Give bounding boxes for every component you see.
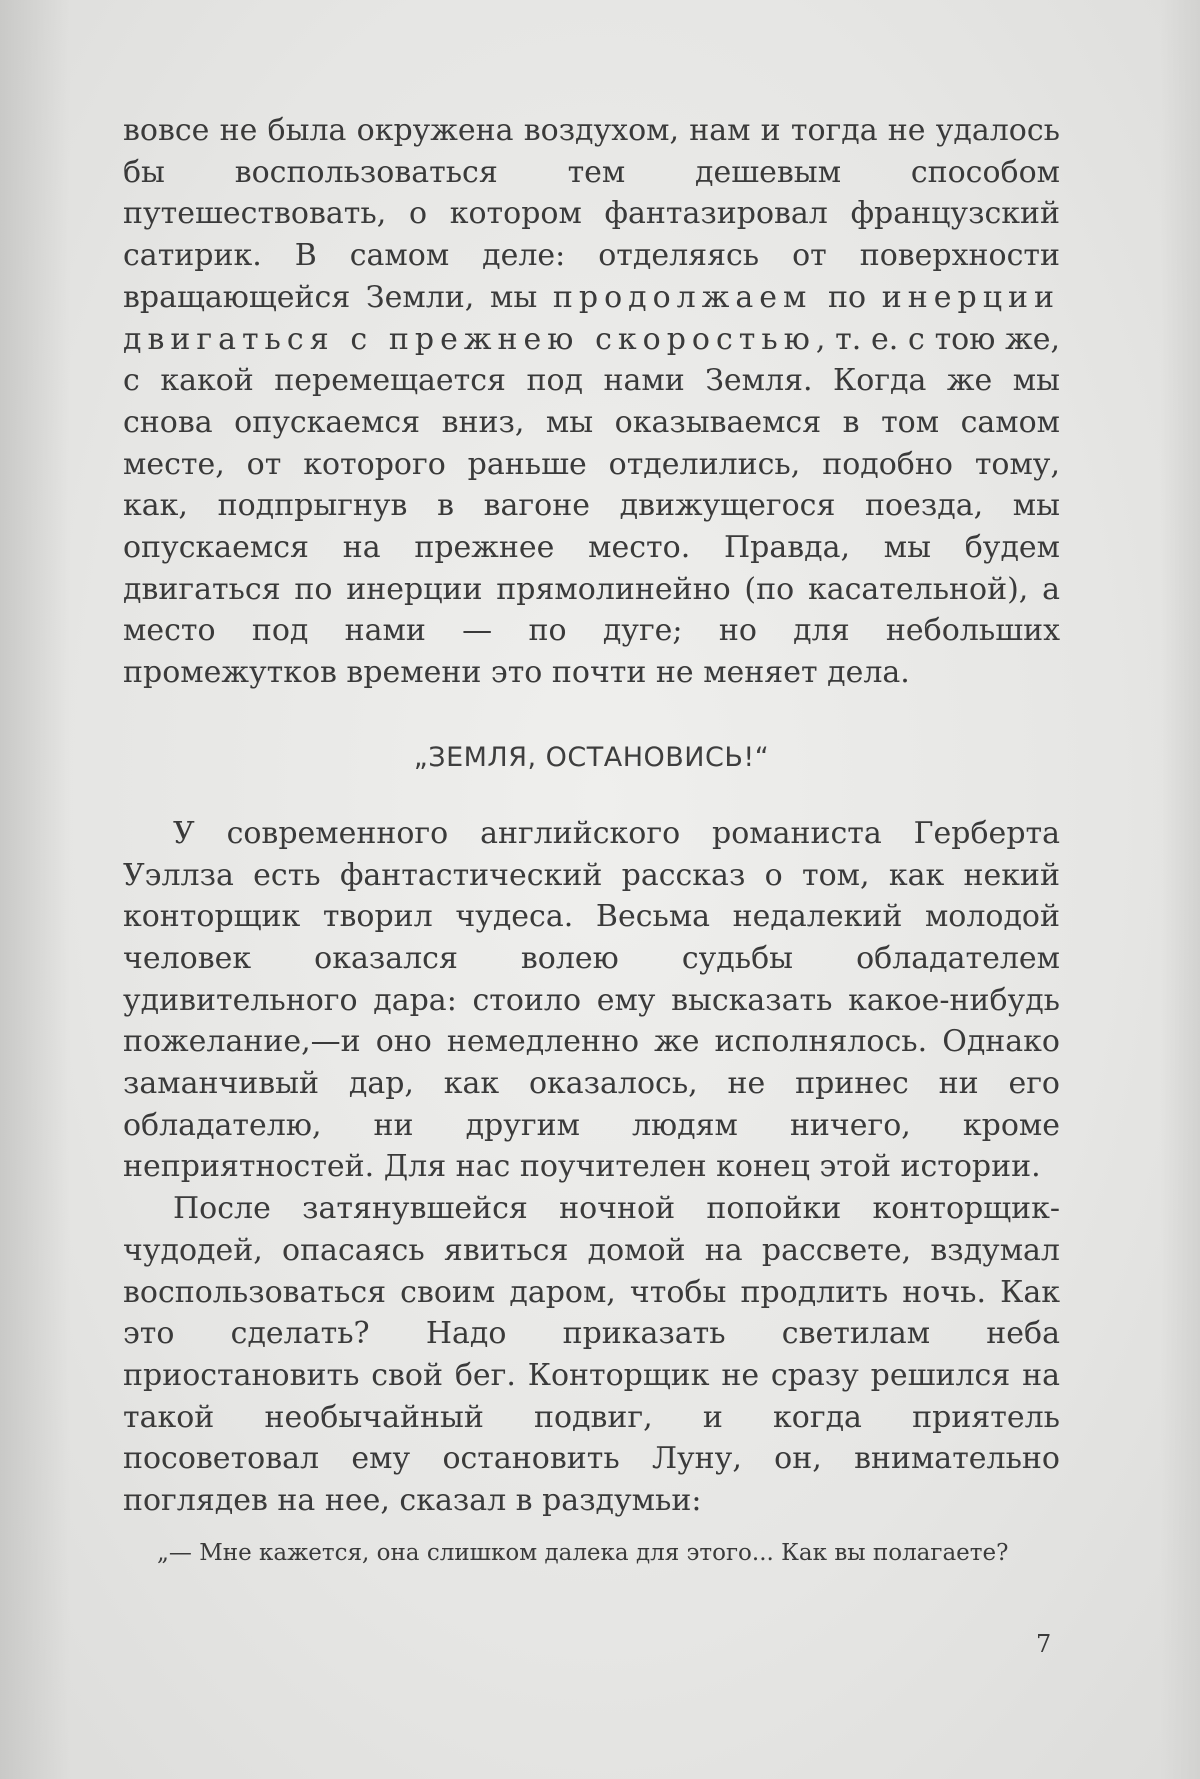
chapter-heading: „ЗЕМЛЯ, ОСТАНОВИСЬ!“	[413, 741, 770, 773]
page-fold-shadow	[0, 0, 70, 1779]
text-block	[123, 110, 1060, 1570]
quote-text: „— Мне кажется, она слишком далека для этого... Как вы полагаете?	[157, 1539, 1009, 1566]
paragraph-text: вовсе не была окружена воздухом, нам и тогда не удалось бы воспользоваться тем дешевым способом путешествовать, о котором фантазировал французский сатирик. В самом деле: отделяясь от поверхности вращающейся Земли, мы	[123, 113, 1060, 315]
paragraph-clerk-night: После затянувшейся ночной попойки конторщик-чудодей, опасаясь явиться домой на рассвете, вздумал воспользоваться своим даром, чтобы продлить ночь. Как это сделать? Надо приказать светилам неба приостановить свой бег. Конторщик не сразу решился на такой необычайный подвиг, и когда приятель посоветовал ему остановить Луну, он, внимательно поглядев на нее, сказал в раздумьи:	[123, 1191, 1060, 1519]
page-number: 7	[1036, 1630, 1052, 1658]
emphasis-text: инерции двигаться с прежнею скоростью	[123, 279, 1060, 357]
paragraph-wells-story: У современного английского романиста Герберта Уэллза есть фантастический рассказ о том, как некий конторщик творил чудеса. Весьма недалекий молодой человек оказался волею судьбы обладателем удивительного дара: стоило ему высказать какое-нибудь пожелание,—и оно немедленно же исполнялось. Однако заманчивый дар, как оказалось, не принес ни его обладателю, ни другим людям ничего, кроме неприятностей. Для нас поучителен конец этой истории.	[123, 815, 1060, 1185]
paragraph-continuation	[123, 110, 1060, 694]
paragraph-text: , т. е. с тою же, с какой перемещается под нами Земля. Когда же мы снова опускаемся вниз, мы оказываемся в том самом месте, от которого раньше отделились, подобно тому, как, подпрыгнув в вагоне движущегося поезда, мы опускаемся на прежнее место. Правда, мы будем двигаться по инерции прямолинейно (по касательной), а место под нами — по дуге; но для небольших промежутков времени это почти не меняет дела.	[123, 321, 1060, 691]
page-edge-shadow	[1160, 0, 1200, 1779]
paragraph-text: по	[812, 279, 882, 315]
emphasis-text: продолжаем	[552, 279, 813, 315]
quote-block	[123, 1536, 1060, 1570]
